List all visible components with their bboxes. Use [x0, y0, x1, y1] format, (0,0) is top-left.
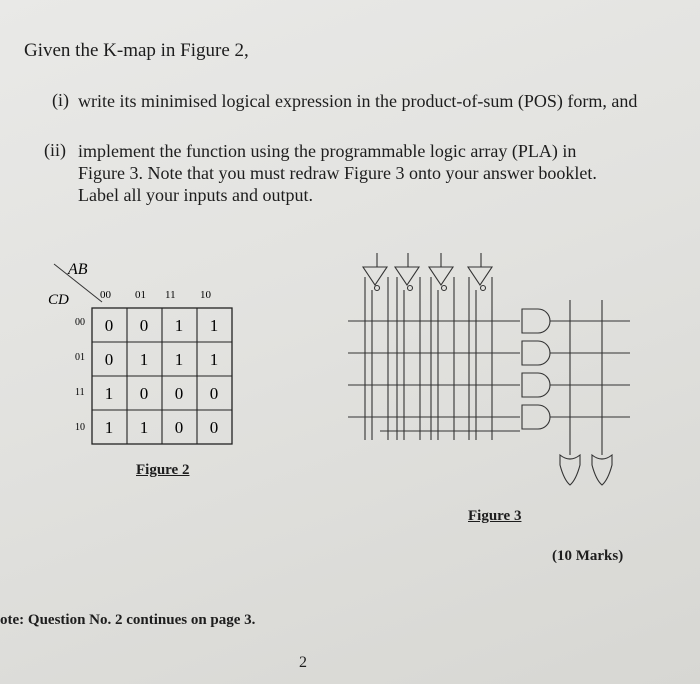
kmap-cell: 1 [174, 316, 184, 335]
kmap-cell: 0 [209, 418, 219, 437]
kmap-cell: 0 [209, 384, 219, 403]
input-buffer-icon [468, 267, 492, 291]
part-ii-line-3: Label all your inputs and output. [78, 185, 313, 205]
kmap-cell: 1 [139, 418, 149, 437]
kmap-cell: 1 [104, 418, 114, 437]
kmap-row-header: 01 [75, 352, 85, 363]
input-buffer-icon [429, 267, 453, 291]
and-gate-icon [522, 405, 630, 429]
part-ii-line-1: implement the function using the programmable logic array (PLA) in [78, 141, 577, 161]
kmap-cell: 0 [174, 418, 184, 437]
figure-2-caption: Figure 2 [136, 462, 190, 478]
kmap-cell: 1 [104, 384, 114, 403]
input-buffer-icon [363, 267, 387, 291]
kmap-figure [40, 250, 250, 450]
and-gate-icon [522, 373, 630, 397]
kmap-cell: 1 [209, 350, 219, 369]
and-gate-icon [522, 341, 630, 365]
kmap-row-header: 10 [75, 422, 85, 433]
part-i-text: write its minimised logical expression in the product-of-sum (POS) form, and [78, 91, 638, 111]
kmap-cell: 0 [139, 316, 149, 335]
continuation-note: ote: Question No. 2 continues on page 3. [0, 612, 256, 628]
kmap-col-header: 00 [100, 289, 111, 301]
kmap-cell: 1 [139, 350, 149, 369]
and-gate-icon [522, 309, 630, 333]
kmap-col-header: 10 [200, 289, 211, 301]
pla-figure [340, 245, 640, 495]
input-buffer-icon [395, 267, 419, 291]
kmap-cell: 1 [174, 350, 184, 369]
or-gate-icon [560, 455, 580, 485]
kmap-row-var: AB [68, 261, 88, 278]
marks-label: (10 Marks) [552, 548, 624, 564]
kmap-col-var: CD [48, 292, 69, 308]
kmap-row-header: 00 [75, 317, 85, 328]
or-gate-icon [592, 455, 612, 485]
kmap-cell: 0 [104, 316, 114, 335]
page-number: 2 [299, 654, 307, 671]
question-intro: Given the K-map in Figure 2, [24, 40, 249, 61]
kmap-col-header: 11 [165, 289, 176, 301]
figure-3-caption: Figure 3 [468, 508, 522, 524]
kmap-row-header: 11 [75, 387, 85, 398]
part-ii-label: (ii) [44, 140, 66, 160]
part-i-label: (i) [52, 90, 69, 110]
kmap-cell: 1 [209, 316, 219, 335]
kmap-cell: 0 [139, 384, 149, 403]
kmap-cell: 0 [174, 384, 184, 403]
kmap-col-header: 01 [135, 289, 146, 301]
part-ii-line-2: Figure 3. Note that you must redraw Figure 3 onto your answer booklet. [78, 163, 597, 183]
kmap-cell: 0 [104, 350, 114, 369]
